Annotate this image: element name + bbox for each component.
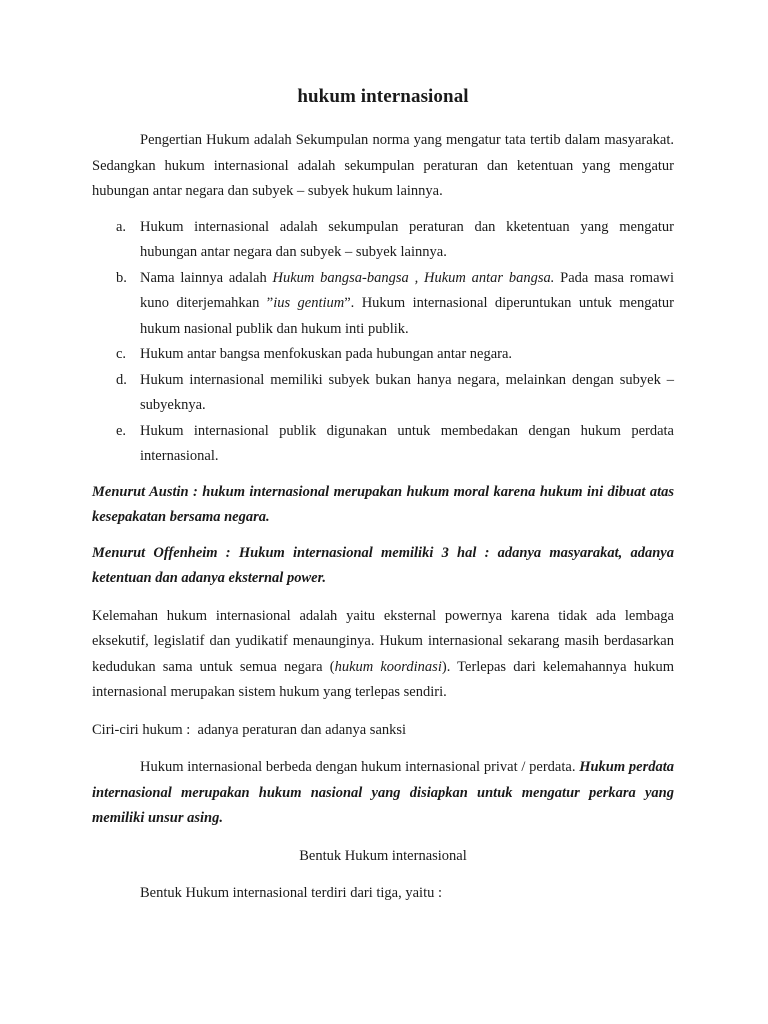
list-item-italic-text: ius gentium (273, 295, 345, 311)
list-item-text: Hukum internasional adalah sekumpulan peraturan dan kketentuan yang mengatur hubungan antar negara dan subyek – subyek lainnya. (140, 218, 674, 260)
list-marker: c. (116, 346, 127, 362)
list-item (92, 342, 674, 368)
list-marker: b. (116, 269, 127, 286)
paragraph-text: ). Terlepas dari kelemahannya hukum internasional merupakan sistem hukum yang terlepas sendiri. (92, 658, 675, 700)
list-marker: a. (116, 218, 127, 235)
list-item-text: ”. Hukum internasional diperuntukan untuk mengatur hukum nasional publik dan hukum inti publik. (140, 295, 675, 337)
paragraph-bentuk: Bentuk Hukum internasional terdiri dari tiga, yaitu : (140, 885, 443, 901)
paragraph-kelemahan (92, 604, 674, 706)
list-marker: e. (116, 422, 127, 439)
paragraph-ciri: Ciri-ciri hukum : adanya peraturan dan adanya sanksi (92, 721, 407, 738)
list-item (92, 266, 674, 343)
paragraph-definition: Pengertian Hukum adalah Sekumpulan norma yang mengatur tata tertib dalam masyarakat. Sedangkan hukum internasional adalah sekumpulan peraturan dan ketentuan yang mengatur hubungan antar negara dan subyek – subyek hukum lainnya. (92, 132, 674, 199)
document-title: hukum internasional (297, 86, 469, 107)
list-item-text: Hukum internasional memiliki subyek bukan hanya negara, melainkan dengan subyek –subyeknya. (140, 371, 674, 413)
paragraph-offenheim: Menurut Offenheim : Hukum internasional memiliki 3 hal : adanya masyarakat, adanya ketentuan dan adanya eksternal power. (92, 544, 674, 586)
list-item-text: Pada masa romawi kuno diterjemahkan ” (140, 269, 675, 311)
list-item-text: Hukum antar bangsa menfokuskan pada hubungan antar negara. (140, 346, 513, 362)
paragraph-italic-text: hukum koordinasi (334, 658, 442, 675)
list-item (92, 368, 674, 419)
paragraph-text: Kelemahan hukum internasional adalah yaitu eksternal powernya karena tidak ada lembaga eksekutif, legislatif dan yudikatif menaunginya. Hukum internasional sekarang masih berdasarkan kedudukan sama untuk semua negara ( (92, 607, 674, 675)
document-page (92, 86, 674, 907)
list-item (92, 215, 674, 266)
list-marker: d. (116, 371, 127, 388)
paragraph-bold-italic-text: Hukum perdata internasional merupakan hukum nasional yang disiapkan untuk mengatur perkara yang memiliki unsur asing. (92, 759, 674, 826)
paragraph-austin: Menurut Austin : hukum internasional merupakan hukum moral karena hukum ini dibuat atas kesepakatan bersama negara. (92, 483, 674, 525)
list-item-italic-text: Hukum bangsa-bangsa , Hukum antar bangsa. (272, 269, 555, 286)
definition-list (92, 215, 674, 470)
paragraph-text: Hukum internasional berbeda dengan hukum internasional privat / perdata. (140, 759, 580, 775)
paragraph-privat (92, 755, 674, 832)
section-heading-bentuk: Bentuk Hukum internasional (299, 847, 467, 864)
list-item (92, 419, 674, 470)
list-item-text: Hukum internasional publik digunakan untuk membedakan dengan hukum perdata internasional. (140, 422, 674, 464)
list-item-text: Nama lainnya adalah (140, 269, 273, 286)
